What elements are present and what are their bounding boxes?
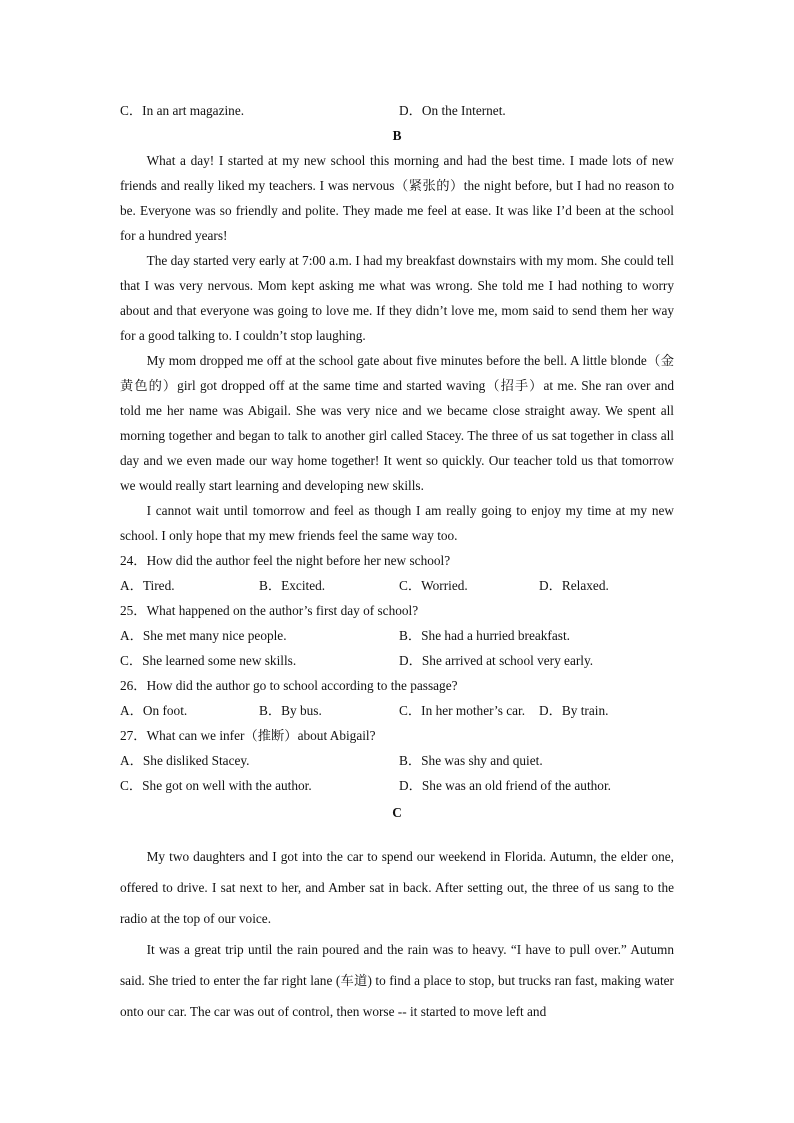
q26-option-a[interactable]: A．On foot. — [120, 703, 188, 718]
q27-option-d[interactable]: D．She was an old friend of the author. — [399, 778, 611, 793]
section-c-heading: C — [392, 805, 402, 820]
question-24-options — [120, 573, 674, 598]
question-25-options-row-2 — [120, 648, 674, 673]
q25-option-a[interactable]: A．She met many nice people. — [120, 628, 287, 643]
question-27-options-row-1 — [120, 748, 674, 773]
passage-b-paragraph-3: My mom dropped me off at the school gate about five minutes before the bell. A little blonde（金黄色的）girl got dropped off at the same time and started waving（招手）at me. She ran over and told me her name was Abigail. She was very nice and we became close straight away. We spent all morning together and began to talk to another girl called Stacey. The three of us sat together in class all day and we even made our way home together! It went so quickly. Our teacher told us that tomorrow we would really start learning and developing new skills. — [120, 353, 674, 493]
passage-b — [120, 148, 674, 548]
q26-option-b[interactable]: B．By bus. — [259, 703, 322, 718]
prev-question-options — [120, 98, 674, 123]
section-c-spacer — [120, 827, 674, 841]
passage-b-paragraph-2: The day started very early at 7:00 a.m. I had my breakfast downstairs with my mom. She could tell that I was very nervous. Mom kept asking me what was wrong. She told me I had nothing to worry about and that everyone was going to love me. If they didn’t love me, mom said to send them her way for a good talking to. I couldn’t stop laughing. — [120, 253, 674, 343]
q24-option-d[interactable]: D．Relaxed. — [539, 578, 609, 593]
question-26-options — [120, 698, 674, 723]
question-25-stem: 25．What happened on the author’s first day of school? — [120, 603, 419, 618]
section-b-heading: B — [392, 128, 402, 143]
question-27-options-row-2 — [120, 773, 674, 798]
question-27-stem: 27．What can we infer（推断）about Abigail? — [120, 728, 376, 743]
q27-option-b[interactable]: B．She was shy and quiet. — [399, 753, 543, 768]
q26-option-c[interactable]: C．In her mother’s car. — [399, 703, 526, 718]
q27-option-c[interactable]: C．She got on well with the author. — [120, 778, 312, 793]
q24-option-a[interactable]: A．Tired. — [120, 578, 175, 593]
question-26-stem: 26．How did the author go to school according to the passage? — [120, 678, 458, 693]
passage-b-paragraph-1: What a day! I started at my new school this morning and had the best time. I made lots of new friends and really liked my teachers. I was nervous（紧张的）the night before, but I had no reason to be. Everyone was so friendly and polite. They made me feel at ease. It was like I’d been at the school for a hundred years! — [120, 153, 674, 243]
passage-c-paragraph-1: My two daughters and I got into the car to spend our weekend in Florida. Autumn, the elder one, offered to drive. I sat next to her, and Amber sat in back. After setting out, the three of us sang to the radio at the top of our voice. — [120, 849, 674, 926]
passage-c — [120, 841, 674, 1027]
option-c[interactable]: C．In an art magazine. — [120, 103, 245, 118]
q26-option-d[interactable]: D．By train. — [539, 703, 609, 718]
q24-option-b[interactable]: B．Excited. — [259, 578, 326, 593]
q27-option-a[interactable]: A．She disliked Stacey. — [120, 753, 250, 768]
question-24-stem: 24．How did the author feel the night before her new school? — [120, 553, 451, 568]
q25-option-c[interactable]: C．She learned some new skills. — [120, 653, 297, 668]
passage-c-paragraph-2: It was a great trip until the rain poured and the rain was to heavy. “I have to pull over.” Autumn said. She tried to enter the far right lane (车道) to find a place to stop, but trucks ran fast, making water onto our car. The car was out of control, then worse -- it started to move left and — [120, 942, 674, 1019]
passage-b-paragraph-4: I cannot wait until tomorrow and feel as though I am really going to enjoy my time at my new school. I only hope that my mew friends feel the same way too. — [120, 503, 674, 543]
page-content — [120, 98, 674, 1027]
q25-option-d[interactable]: D．She arrived at school very early. — [399, 653, 594, 668]
option-d[interactable]: D．On the Internet. — [399, 103, 506, 118]
question-25-options-row-1 — [120, 623, 674, 648]
q25-option-b[interactable]: B．She had a hurried breakfast. — [399, 628, 570, 643]
q24-option-c[interactable]: C．Worried. — [399, 578, 468, 593]
